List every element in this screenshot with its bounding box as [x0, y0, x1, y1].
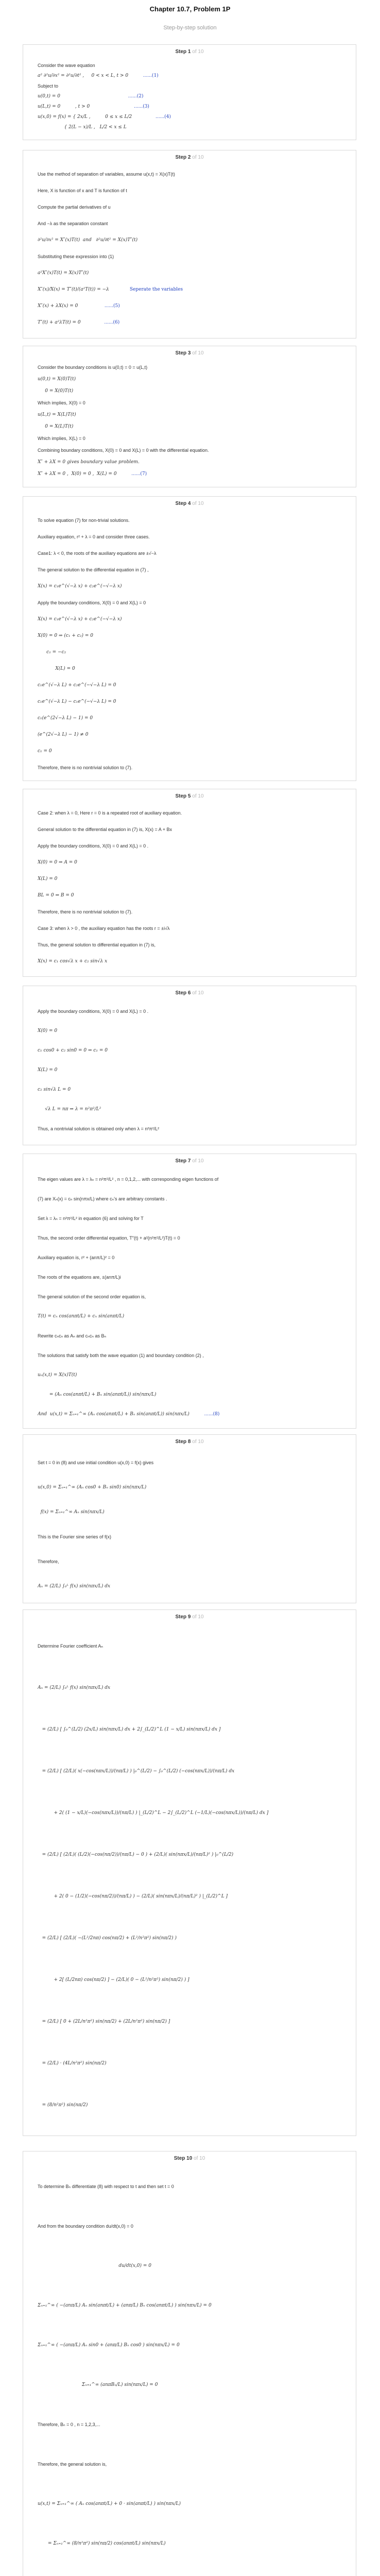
step-label: Step 4 [175, 501, 193, 506]
equation: Aₙ = (2/L) ∫₀ᴸ f(x) sin(nπx/L) dx [38, 1685, 111, 1691]
step-card [23, 150, 356, 338]
equation: X(x) = c₁e^(√−λ x) + c₂e^(−√−λ x) [38, 616, 122, 622]
equation [38, 298, 343, 314]
step-text: The general solution to the differential equation in (7) , [38, 567, 149, 572]
equation [38, 314, 343, 331]
equation: ∂²u/∂x² = X″(x)T(t) and ∂²u/∂t² = X(x)T″(t) [38, 237, 138, 243]
equation-note: Seperate the variables [129, 286, 183, 292]
step-count: of 10 [194, 2156, 205, 2161]
step-label: Step 9 [175, 1614, 193, 1620]
equation: X(x) = c₁ cos√λ x + c₂ sin√λ x [38, 958, 108, 964]
step-label: Step 10 [174, 2156, 194, 2161]
step-label: Step 3 [175, 350, 193, 356]
equation-body: X″(x) + λX(x) = 0 [38, 303, 78, 309]
equation [38, 71, 343, 81]
equation-tag: ......(8) [189, 1411, 220, 1417]
equation-tag: ......(4) [132, 114, 171, 120]
step-text: Which implies, X(0) = 0 [38, 400, 85, 406]
step-text: Therefore, there is no nontrivial solution to (7). [38, 765, 133, 770]
equation-body: T″(t) + a²λT(t) = 0 [38, 319, 81, 325]
step-text: Therefore, [38, 1558, 59, 1564]
equation-tag: ......(7) [116, 471, 147, 477]
step-heading [23, 1435, 356, 1449]
equation: = (2/L) [ (2/L)( x(−cos(nπx/L))/(nπ/L) ) |₀^(L/2) − ∫₀^(L/2) (−cos(nπx/L))/(nπ/L) dx [38, 1769, 235, 1774]
step-text: The solutions that satisfy both the wave equation (1) and boundary condition (2) , [38, 1352, 204, 1358]
step-text: Rewrite cₙcₙ as Aₙ and cₙcₙ as Bₙ [38, 1333, 107, 1338]
step-body [23, 1001, 356, 1144]
equation: = (2/L) [ 0 + (2L/n²π²) sin(nπ/2) + (2L/n²π²) sin(nπ/2) ] [38, 2019, 170, 2025]
step-text: (7) are Xₙ(x) = cₙ sin(nπx/L) where cₙ's are arbitrary constants . [38, 1196, 167, 1201]
equation-tag: ......(2) [60, 93, 144, 99]
equation: X″ + λX = 0 gives boundary value problem. [38, 460, 140, 465]
step-text: Apply the boundary conditions, X(0) = 0 and X(L) = 0 . [38, 1008, 149, 1014]
equation [38, 468, 343, 480]
step-text: Set λ = λₙ = n²π²/L² in equation (6) and solving for T [38, 1215, 144, 1221]
step-heading [23, 150, 356, 165]
step-heading [23, 346, 356, 361]
equation: c₂ sin√λ L = 0 [38, 1087, 71, 1092]
step-text: Auxiliary equation is, r² + (anπ/L)² = 0 [38, 1255, 115, 1260]
step-card [23, 496, 356, 781]
equation: = (2/L) [ ∫₀^(L/2) (2x/L) sin(nπx/L) dx + 2∫_(L/2)^L (1 − x/L) sin(nπx/L) dx ] [38, 1727, 221, 1733]
equation: du/dt(x,0) = 0 [38, 2263, 151, 2269]
equation: = (Aₙ cos(anπt/L) + Bₙ sin(anπt/L)) sin(nπx/L) [38, 1392, 157, 1397]
equation: a²X″(x)T(t) = X(x)T″(t) [38, 270, 89, 276]
step-text: Thus, a nontrivial solution is obtained only when λ = n²π²/L² [38, 1126, 160, 1131]
equation: X(0) = 0 ⇒ A = 0 [38, 859, 77, 865]
step-text: Therefore, the general solution is, [38, 2462, 107, 2467]
equation-body: X″(x)/X(x) = T″(t)/(a²T(t)) = −λ [38, 286, 109, 292]
equation: = (2/L) · (4L/n²π²) sin(nπ/2) [38, 2061, 107, 2066]
equation: + 2[ (L/2nπ) cos(nπ/2) ] − (2/L)( 0 − (L²/n²π²) sin(nπ/2) ) ] [38, 1977, 189, 1983]
step-count: of 10 [192, 49, 204, 55]
step-text: The eigen values are λ = λₙ = n²π²/L² , n = 0,1,2,... with corresponding eigen functions of [38, 1176, 219, 1182]
step-text: Therefore, there is no nontrivial solution to (7). [38, 909, 133, 914]
step-count: of 10 [192, 501, 204, 506]
equation: Σₙ₌₁^∞ ( −(anπ/L) Aₙ sin0 + (anπ/L) Bₙ cos0 ) sin(nπx/L) = 0 [38, 2343, 180, 2348]
step-text: Case 3: when λ > 0 , the auxiliary equation has the roots r = ±i√λ [38, 925, 170, 931]
equation: T(t) = cₙ cos(anπt/L) + cₙ sin(anπt/L) [38, 1313, 125, 1319]
step-heading [23, 986, 356, 1001]
equation: = (2/L) [ (2/L)( (L/2)(−cos(nπ/2))/(nπ/L) − 0 ) + (2/L)( sin(nπx/L)/(nπ/L)² ) |₀^(L/2) [38, 1852, 234, 1858]
equation [38, 1404, 343, 1424]
equation: X(0) = 0 ⇒ (c₁ + c₂) = 0 [38, 633, 93, 638]
page-header [0, 0, 380, 44]
equation: u(0,t) = X(0)T(t) [38, 377, 76, 382]
step-text: To determine Bₙ differentiate (8) with respect to t and then set t = 0 [38, 2184, 174, 2190]
step-heading [23, 1610, 356, 1624]
equation: Σₙ₌₁^∞ ( −(anπ/L) Aₙ sin(anπt/L) + (anπ/L) Bₙ cos(anπt/L) ) sin(nπx/L) = 0 [38, 2303, 212, 2309]
equation: f(x) = Σₙ₌₁^∞ Aₙ sin(nπx/L) [38, 1509, 105, 1515]
page-subtitle: Step-by-step solution [163, 25, 217, 31]
equation: BL = 0 ⇒ B = 0 [38, 892, 74, 898]
equation: c₁ cos0 + c₂ sin0 = 0 ⇒ c₁ = 0 [38, 1047, 108, 1053]
step-text: Apply the boundary conditions, X(0) = 0 and X(L) = 0 . [38, 843, 149, 849]
step-count: of 10 [192, 1614, 204, 1620]
equation: X(0) = 0 [38, 1028, 58, 1033]
step-text: Thus, the second order differential equation, T″(t) + a²(n²π²/L²)T(t) = 0 [38, 1235, 180, 1241]
step-count: of 10 [192, 990, 204, 996]
step-card [23, 346, 356, 487]
equation: Σₙ₌₁^∞ (anπBₙ/L) sin(nπx/L) = 0 [38, 2382, 158, 2388]
step-heading [23, 497, 356, 511]
step-card [23, 1609, 356, 2136]
step-text: And −λ as the separation constant [38, 221, 108, 226]
step-text: Determine Fourier coefficient Aₙ [38, 1643, 103, 1649]
step-card [23, 986, 356, 1145]
equation: = (2/L) [ (2/L)( −(L²/2nπ) cos(nπ/2) + (L²/n²π²) sin(nπ/2) ) [38, 1936, 177, 1941]
equation-tag: ......(6) [80, 319, 120, 325]
step-count: of 10 [192, 155, 204, 160]
equation: + 2( 0 − (1/2)(−cos(nπ/2))/(nπ/L) ) − (2/L)( sin(nπx/L)/(nπ/L)² ) |_(L/2)^L ] [38, 1894, 228, 1900]
equation: X(L) = 0 [38, 666, 75, 671]
equation: u(x,t) = Σₙ₌₁^∞ ( Aₙ cos(anπt/L) + 0 · sin(anπt/L) ) sin(nπx/L) [38, 2501, 181, 2507]
step-text: Combining boundary conditions, X(0) = 0 and X(L) = 0 with the differential equation. [38, 448, 209, 453]
step-card [23, 44, 356, 140]
step-label: Step 5 [175, 793, 193, 799]
step-text: The general solution of the second order equation is, [38, 1294, 146, 1299]
step-text: Case 2: when λ = 0, Here r = 0 is a repeated root of auxiliary equation. [38, 810, 182, 816]
step-text: The roots of the equations are, ±(anπ/L)i [38, 1274, 121, 1280]
equation: c₁e^(√−λ L) + c₂e^(−√−λ L) = 0 [38, 682, 116, 688]
equation: (e^(2√−λ L) − 1) ≠ 0 [38, 732, 89, 737]
step-card [23, 1154, 356, 1429]
step-text: And from the boundary condition du/dt(x,0) = 0 [38, 2224, 133, 2229]
step-text: Auxiliary equation, r² + λ = 0 and consider three cases. [38, 534, 150, 539]
equation: c₁ = −c₂ [38, 649, 66, 655]
step-body [23, 1624, 356, 2131]
step-count: of 10 [192, 1439, 204, 1445]
step-body [23, 1449, 356, 1604]
step-text: To solve equation (7) for non-trivial solutions. [38, 517, 130, 523]
equation: = Σₙ₌₁^∞ (8/n²π²) sin(nπ/2) cos(anπt/L) sin(nπx/L) [38, 2541, 166, 2547]
step-text: This is the Fourier sine series of f(x) [38, 1534, 112, 1539]
equation [38, 101, 343, 112]
equation [38, 112, 343, 122]
step-text: Therefore, Bₙ = 0 , n = 1,2,3,... [38, 2422, 100, 2428]
step-count: of 10 [192, 350, 204, 356]
step-count: of 10 [192, 793, 204, 799]
step-text: Case1: λ < 0, the roots of the auxiliary equations are ±√−λ [38, 550, 157, 556]
step-text: Consider the boundary conditions is u(0,t) = 0 = u(L,t) [38, 365, 148, 370]
step-text: Use the method of separation of variables, assume u(x,t) = X(x)T(t) [38, 171, 175, 177]
equation-body: u(L,t) = 0 , t > 0 [38, 104, 90, 109]
final-answer [38, 2564, 343, 2576]
step-text: Thus, the general solution to differential equation in (7) is, [38, 942, 156, 947]
step-heading [23, 789, 356, 804]
step-heading [23, 45, 356, 59]
step-body [23, 59, 356, 138]
page-title: Chapter 10.7, Problem 1P [149, 5, 231, 13]
step-text: Apply the boundary conditions, X(0) = 0 and X(L) = 0 [38, 600, 146, 605]
equation [38, 281, 343, 298]
equation [38, 91, 343, 101]
equation: c₁e^(√−λ L) − c₁e^(−√−λ L) = 0 [38, 699, 116, 704]
equation: = (8/n²π²) sin(nπ/2) [38, 2103, 88, 2108]
equation-body: a² ∂²u/∂x² = ∂²u/∂t² , 0 < x < L, t > 0 [38, 73, 129, 78]
equation-body: u(x,0) = f(x) = { 2x/L , 0 ≤ x ≤ L/2 [38, 114, 132, 120]
step-text: Which implies, X(L) = 0 [38, 436, 85, 442]
step-body [23, 804, 356, 975]
step-body [23, 1168, 356, 1429]
equation: { 2(L − x)/L , L/2 < x ≤ L [38, 124, 127, 130]
step-text: Compute the partial derivatives of u [38, 204, 111, 210]
step-text: Consider the wave equation [38, 62, 95, 68]
step-label: Step 2 [175, 155, 193, 160]
step-text: Subject to [38, 83, 59, 89]
step-card [23, 789, 356, 977]
step-body [23, 165, 356, 336]
equation-body: u(0,t) = 0 [38, 93, 61, 99]
equation: X(L) = 0 [38, 1067, 58, 1073]
equation-body: And u(x,t) = Σₙ₌₁^∞ (Aₙ cos(anπt/L) + Bₙ sin(anπt/L)) sin(nπx/L) [38, 1411, 189, 1417]
equation: uₙ(x,t) = X(x)T(t) [38, 1372, 77, 1378]
equation: c₁ = 0 [38, 748, 52, 754]
equation-body: X″ + λX = 0 , X(0) = 0 , X(L) = 0 [38, 471, 117, 477]
step-text: Set t = 0 in (8) and use initial condition u(x,0) = f(x) gives [38, 1460, 154, 1465]
step-body [23, 511, 356, 781]
step-heading [23, 2151, 356, 2166]
equation: Aₙ = (2/L) ∫₀ᴸ f(x) sin(nπx/L) dx [38, 1583, 111, 1589]
equation: √λ L = nπ ⇒ λ = n²π²/L² [38, 1106, 101, 1112]
equation-tag: ......(5) [78, 303, 120, 309]
equation: 0 = X(0)T(t) [38, 388, 74, 394]
step-label: Step 1 [175, 49, 193, 55]
step-text: Substituting these expression into (1) [38, 253, 114, 259]
equation: u(L,t) = X(L)T(t) [38, 412, 76, 418]
step-body [23, 361, 356, 485]
equation: c₁(e^(2√−λ L) − 1) = 0 [38, 715, 93, 721]
equation: X(x) = c₁e^(√−λ x) + c₂e^(−√−λ x) [38, 583, 122, 589]
step-label: Step 6 [175, 990, 193, 996]
equation: X(L) = 0 [38, 876, 58, 882]
step-card [23, 1434, 356, 1603]
step-label: Step 7 [175, 1158, 193, 1164]
equation-tag: ......(1) [128, 73, 159, 78]
equation-tag: ......(3) [90, 104, 149, 109]
step-body [23, 2166, 356, 2576]
step-label: Step 8 [175, 1439, 193, 1445]
equation: u(x,0) = Σₙ₌₁^∞ (Aₙ cos0 + Bₙ sin0) sin(nπx/L) [38, 1484, 147, 1490]
equation: + 2( (1 − x/L)(−cos(nπx/L))/(nπ/L) ) |_(L/2)^L − 2∫_(L/2)^L (−1/L)(−cos(nπx/L))/(nπ/L) dx ] [38, 1810, 269, 1816]
equation: 0 = X(L)T(t) [38, 424, 74, 430]
step-heading [23, 1154, 356, 1168]
step-text: General solution to the differential equation in (7) is, X(x) = A + Bx [38, 826, 172, 832]
step-card [23, 2151, 356, 2576]
step-text: Here, X is function of x and T is function of t [38, 188, 127, 193]
step-count: of 10 [192, 1158, 204, 1164]
